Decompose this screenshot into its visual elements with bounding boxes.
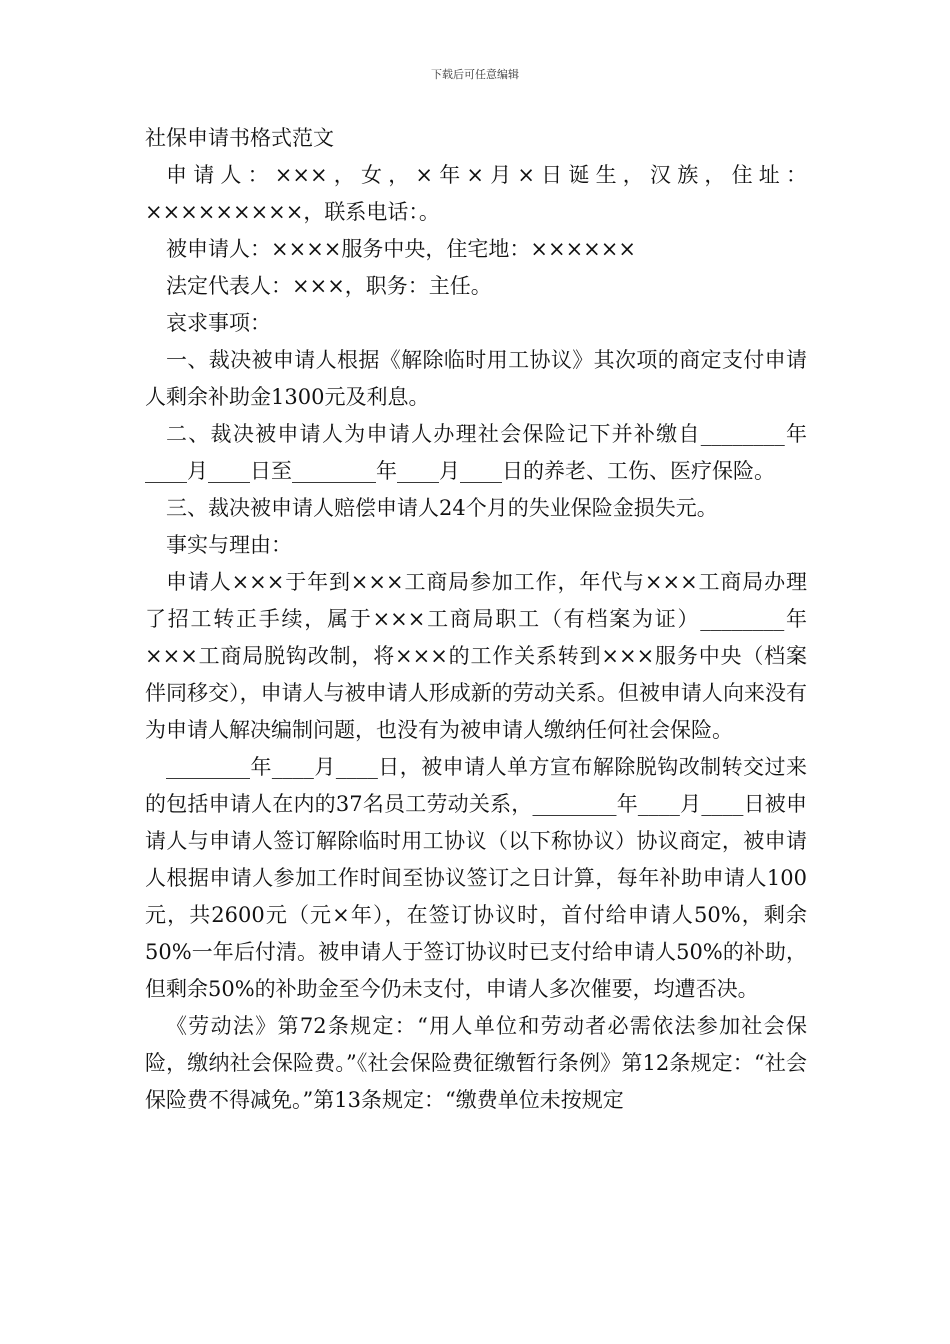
paragraph-respondent: 被申请人：××××服务中央，住宅地：×××××× [166,237,636,261]
page-header: 下载后可任意编辑 [431,68,519,81]
paragraph-requests-heading: 哀求事项： [166,311,271,335]
paragraph-facts-heading: 事实与理由： [166,533,292,557]
paragraph-applicant: 申请人：×××，女，×年×月×日诞生，汉族，住址：×××××××××，联系电话：。 [145,163,807,224]
paragraph-legal-rep: 法定代表人：×××，职务：主任。 [166,274,492,298]
paragraph-request-2: 二、裁决被申请人为申请人办理社会保险记下并补缴自________年____月____日至________年____月____日的养老、工伤、医疗保险。 [145,422,807,483]
paragraph-facts-1: 申请人×××于年到×××工商局参加工作，年代与×××工商局办理了招工转正手续，属于×××工商局职工（有档案为证）________年×××工商局脱钩改制，将×××的工作关系转到×××服务中央（档案伴同移交），申请人与被申请人形成新的劳动关系。但被申请人向来没有为申请人解决编制问题，也没有为被申请人缴纳任何社会保险。 [145,570,807,742]
paragraph-facts-2: ________年____月____日，被申请人单方宣布解除脱钩改制转交过来的包括申请人在内的37名员工劳动关系，________年____月____日被申请人与申请人签订解除临时用工协议（以下称协议）协议商定，被申请人根据申请人参加工作时间至协议签订之日计算，每年补助申请人100元，共2600元（元×年），在签订协议时，首付给申请人50%，剩余50%一年后付清。被申请人于签订协议时已支付给申请人50%的补助，但剩余50%的补助金至今仍未支付，申请人多次催要，均遭否决。 [145,755,807,1001]
document-body [145,120,807,1119]
document-title: 社保申请书格式范文 [145,126,334,150]
paragraph-law: 《劳动法》第72条规定：“用人单位和劳动者必需依法参加社会保险，缴纳社会保险费。”《社会保险费征缴暂行条例》第12条规定：“社会保险费不得减免。”第13条规定：“缴费单位未按规定 [145,1014,807,1112]
paragraph-request-3: 三、裁决被申请人赔偿申请人24个月的失业保险金损失元。 [166,496,718,520]
paragraph-request-1: 一、裁决被申请人根据《解除临时用工协议》其次项的商定支付申请人剩余补助金1300元及利息。 [145,348,807,409]
